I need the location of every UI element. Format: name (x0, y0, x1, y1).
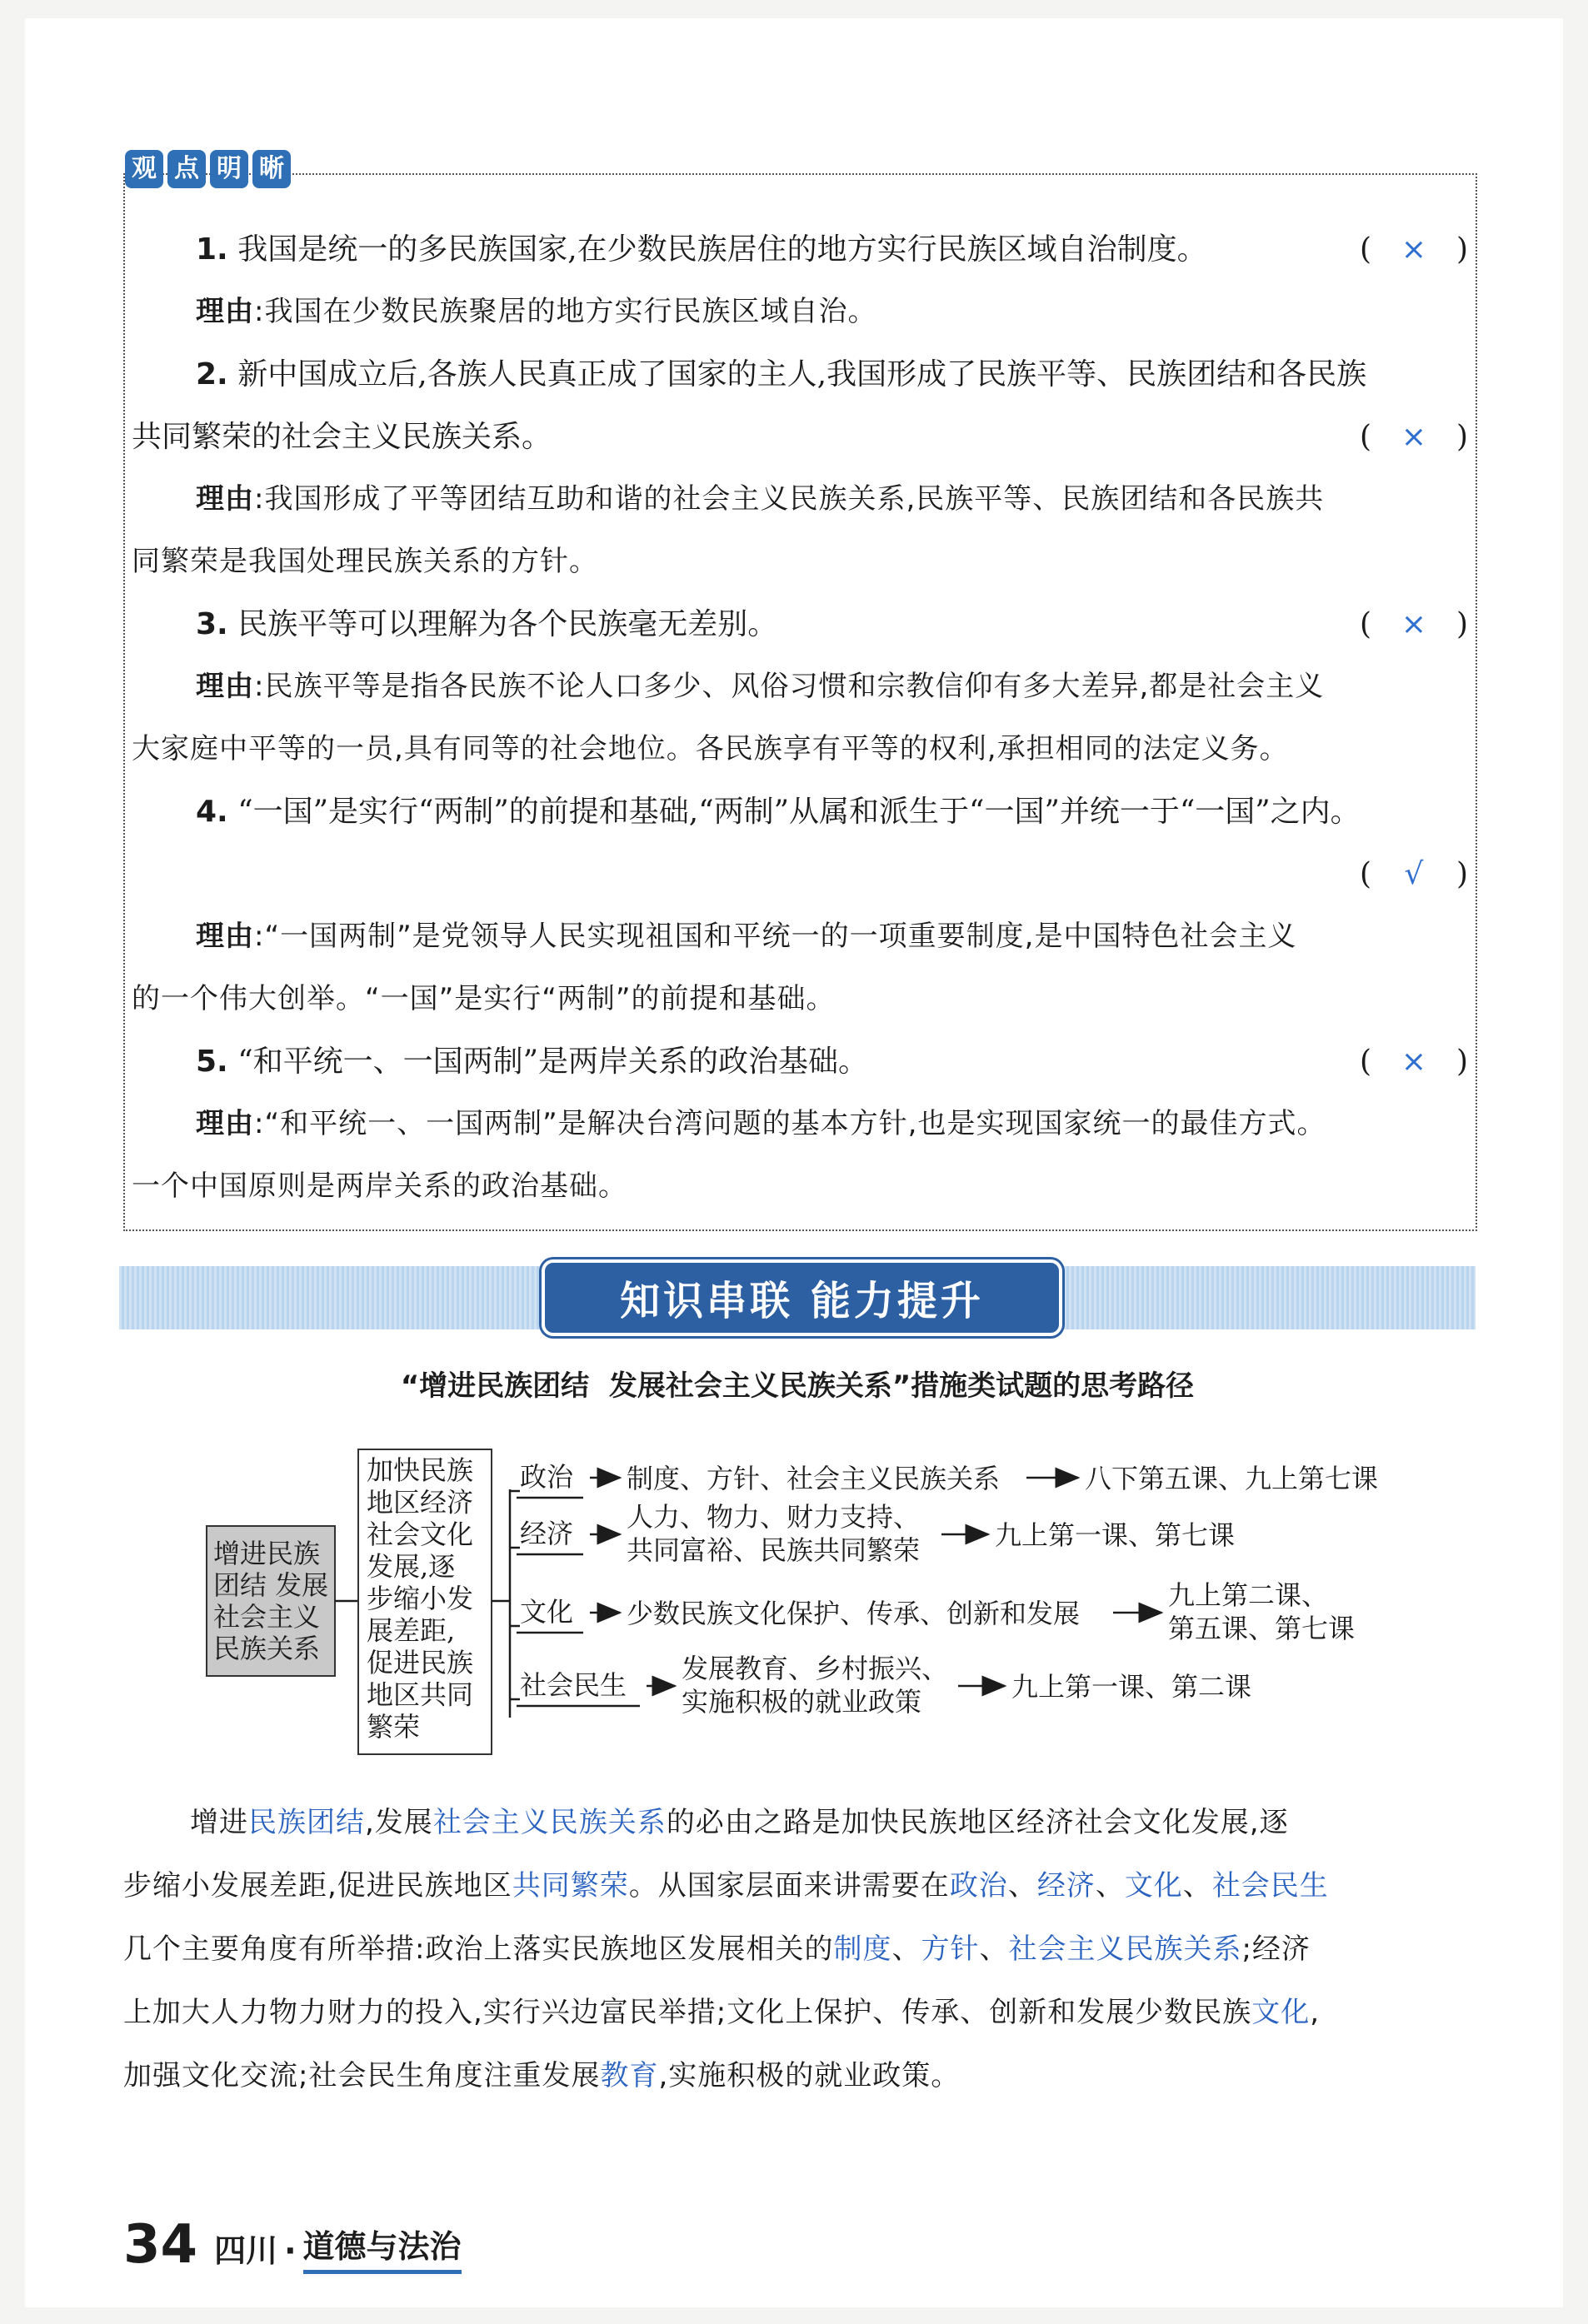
branch-item: 实施积极的就业政策 (682, 1686, 922, 1718)
branch-item: 制度、方针、社会主义民族关系 (627, 1463, 1001, 1494)
bracket-close: ) (1456, 420, 1468, 454)
summary-text: 增进 (190, 1806, 248, 1839)
highlight-term: 教育 (600, 2059, 659, 2092)
root-line: 社会主义 (213, 1601, 321, 1633)
highlight-term: 政治 (949, 1869, 1008, 1903)
summary-text: 、 (891, 1933, 921, 1966)
reason-label: 理由 (196, 1107, 254, 1140)
summary-line (123, 1791, 1478, 1854)
mid-text (367, 1454, 473, 1743)
highlight-term: 文化 (1124, 1869, 1183, 1903)
summary-text: ,发展 (365, 1806, 433, 1839)
reason-text: 同繁荣是我国处理民族关系的方针。 (132, 545, 598, 578)
page-number: 34 (123, 2214, 198, 2276)
highlight-term: 共同繁荣 (512, 1869, 629, 1903)
bracket-close: ) (1456, 1045, 1468, 1079)
reason-text: :民族平等是指各民族不论人口多少、风俗习惯和宗教信仰有多大差异,都是社会主义 (254, 670, 1325, 703)
answer-mark: × (1401, 607, 1427, 641)
mid-line: 加快民族 (367, 1454, 474, 1486)
question-text: “一国”是实行“两制”的前提和基础,“两制”从属和派生于“一国”并统一于“一国”之内。 (237, 795, 1361, 829)
summary-line (123, 1854, 1478, 1918)
bracket-open: ( (1360, 857, 1372, 891)
summary-line (123, 1981, 1478, 2044)
mid-line: 社会文化 (367, 1519, 474, 1550)
question-text: 新中国成立后,各族人民真正成了国家的主人,我国形成了民族平等、民族团结和各民族 (237, 357, 1367, 391)
tag-char: 晰 (252, 150, 291, 188)
summary-text: 。从国家层面来讲需要在 (628, 1869, 950, 1903)
summary-text: 几个主要角度有所举措:政治上落实民族地区发展相关的 (123, 1933, 834, 1966)
highlight-term: 方针 (921, 1933, 980, 1966)
bracket-open: ( (1360, 607, 1372, 641)
bracket-open: ( (1360, 420, 1372, 454)
tag-char: 点 (167, 150, 206, 188)
summary-text: 上加大人力物力财力的投入,实行兴边富民举措;文化上保护、传承、创新和发展少数民族 (123, 1996, 1252, 2029)
answer-mark: × (1401, 1045, 1427, 1079)
question-text: 民族平等可以理解为各个民族毫无差别。 (237, 607, 778, 641)
answer-mark: × (1401, 420, 1427, 454)
question-text: 共同繁荣的社会主义民族关系。 (132, 420, 552, 454)
question-number: 5. (196, 1045, 228, 1079)
question-number: 3. (196, 607, 228, 641)
highlight-term: 文化 (1251, 1996, 1311, 2029)
question-text: 我国是统一的多民族国家,在少数民族居住的地方实行民族区域自治制度。 (237, 232, 1207, 267)
highlight-term: 社会主义民族关系 (1008, 1933, 1242, 1966)
mid-line: 发展,逐 (367, 1550, 456, 1583)
reason-label: 理由 (196, 482, 254, 516)
bracket-open: ( (1360, 232, 1372, 267)
question-text: “和平统一、一国两制”是两岸关系的政治基础。 (237, 1045, 868, 1079)
reason-text: 大家庭中平等的一员,具有同等的社会地位。各民族享有平等的权利,承担相同的法定义务。 (132, 732, 1289, 766)
root-line: 增进民族 (213, 1538, 321, 1569)
branches (510, 1461, 1378, 1718)
summary-paragraph (123, 1791, 1478, 2107)
reason-text: 一个中国原则是两岸关系的政治基础。 (132, 1169, 627, 1203)
mid-line: 地区共同 (367, 1678, 474, 1711)
reason-label: 理由 (196, 295, 254, 328)
summary-line (123, 1918, 1478, 1981)
root-line: 民族关系 (213, 1633, 321, 1664)
mid-line: 繁荣 (367, 1711, 421, 1743)
reason-text: :“一国两制”是党领导人民实现祖国和平统一的一项重要制度,是中国特色社会主义 (254, 920, 1297, 953)
highlight-term: 民族团结 (248, 1806, 365, 1839)
summary-text: 、 (1182, 1869, 1212, 1903)
diagram-subtitle: “增进民族团结 发展社会主义民族关系”措施类试题的思考路径 (400, 1369, 1195, 1403)
answer-mark: × (1401, 232, 1427, 267)
root-text (213, 1538, 328, 1664)
highlight-term: 社会主义民族关系 (432, 1806, 667, 1839)
branch-item: 人力、物力、财力支持、 (627, 1501, 921, 1533)
branch-name: 文化 (520, 1596, 574, 1628)
reason-text: :我国在少数民族聚居的地方实行民族区域自治。 (254, 295, 877, 328)
summary-line (123, 2044, 1478, 2107)
summary-text: ,实施积极的就业政策。 (658, 2059, 961, 2092)
summary-text: , (1310, 1996, 1321, 2029)
footer-province: 四川 (214, 2232, 278, 2269)
branch-lesson: 九上第一课、第七课 (995, 1519, 1236, 1551)
reason-text: :我国形成了平等团结互助和谐的社会主义民族关系,民族平等、民族团结和各民族共 (254, 482, 1325, 516)
branch-name: 政治 (520, 1461, 574, 1493)
branch-name: 经济 (520, 1518, 574, 1549)
highlight-term: 经济 (1036, 1869, 1096, 1903)
question-number: 2. (196, 357, 228, 391)
answer-mark: √ (1404, 857, 1424, 891)
root-line: 团结 发展 (213, 1569, 329, 1601)
reason-label: 理由 (196, 920, 254, 953)
bracket-close: ) (1456, 607, 1468, 641)
summary-text: ;经济 (1241, 1933, 1311, 1966)
branch-lesson: 九上第一课、第二课 (1011, 1671, 1252, 1703)
mid-line: 促进民族 (367, 1647, 474, 1678)
summary-text: 、 (1007, 1869, 1037, 1903)
summary-text: 加强文化交流;社会民生角度注重发展 (123, 2059, 601, 2092)
bracket-close: ) (1456, 232, 1468, 267)
branch-item: 共同富裕、民族共同繁荣 (627, 1534, 921, 1566)
footer-subject: 道德与法治 (303, 2223, 462, 2274)
summary-text: 的必由之路是加快民族地区经济社会文化发展,逐 (666, 1806, 1289, 1839)
tag-char: 明 (210, 150, 248, 188)
branch-lesson: 九上第二课、 (1168, 1579, 1329, 1611)
summary-text: 步缩小发展差距,促进民族地区 (123, 1869, 512, 1903)
question-number: 4. (196, 795, 228, 829)
bracket-close: ) (1456, 857, 1468, 891)
branch-lesson: 第五课、第七课 (1168, 1613, 1356, 1644)
tag-char: 观 (125, 150, 163, 188)
summary-text: 、 (979, 1933, 1009, 1966)
banner-title: 知识串联 能力提升 (542, 1259, 1062, 1336)
branch-item: 发展教育、乡村振兴、 (682, 1653, 949, 1684)
highlight-term: 制度 (833, 1933, 892, 1966)
page-footer (123, 2207, 462, 2274)
reason-text: 的一个伟大创举。“一国”是实行“两制”的前提和基础。 (132, 982, 836, 1015)
branch-name: 社会民生 (520, 1669, 627, 1701)
branch-item: 少数民族文化保护、传承、创新和发展 (627, 1598, 1081, 1629)
footer-dot: · (284, 2232, 297, 2269)
mid-line: 地区经济 (367, 1486, 474, 1519)
summary-text: 、 (1095, 1869, 1125, 1903)
branch-lesson: 八下第五课、九上第七课 (1085, 1463, 1379, 1494)
question-number: 1. (196, 232, 228, 267)
reason-text: :“和平统一、一国两制”是解决台湾问题的基本方针,也是实现国家统一的最佳方式。 (254, 1107, 1326, 1140)
mid-line: 展差距, (367, 1614, 456, 1647)
bracket-open: ( (1360, 1045, 1372, 1079)
highlight-term: 社会民生 (1211, 1869, 1329, 1903)
mid-line: 步缩小发 (367, 1583, 474, 1614)
reason-label: 理由 (196, 670, 254, 703)
